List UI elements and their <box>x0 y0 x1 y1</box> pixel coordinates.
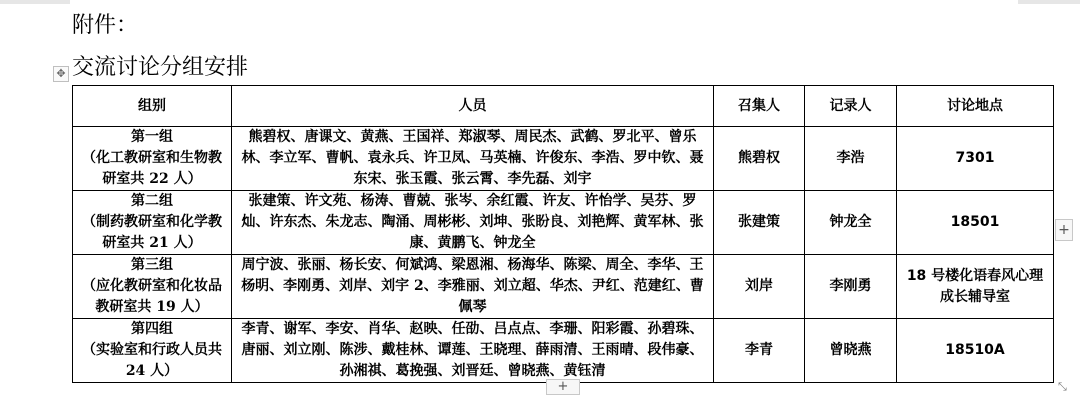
add-column-button[interactable]: + <box>1055 219 1073 241</box>
group-cell: 第二组 （制药教研室和化学教研室共 21 人） <box>73 191 232 255</box>
convener-cell: 张建策 <box>714 191 805 255</box>
table-header-row <box>73 86 1054 127</box>
members-cell: 李青、谢军、李安、肖华、赵映、任劭、吕点点、李珊、阳彩霞、孙碧珠、唐丽、刘立刚、陈涉、戴桂林、谭莲、王晓理、薛雨清、王雨晴、段伟豪、孙湘祺、葛挽强、刘晋廷、曾晓燕、黄钰清 <box>232 319 714 383</box>
recorder-cell: 曾晓燕 <box>805 319 897 383</box>
table-row <box>73 127 1054 191</box>
table-move-handle-icon[interactable]: ✥ <box>53 66 69 82</box>
table-row <box>73 191 1054 255</box>
table-row <box>73 255 1054 319</box>
location-cell: 18510A <box>897 319 1054 383</box>
location-cell: 7301 <box>897 127 1054 191</box>
recorder-cell: 李刚勇 <box>805 255 897 319</box>
header-recorder: 记录人 <box>805 86 897 127</box>
header-convener: 召集人 <box>714 86 805 127</box>
recorder-cell: 李浩 <box>805 127 897 191</box>
group-cell: 第一组 （化工教研室和生物教研室共 22 人） <box>73 127 232 191</box>
header-location: 讨论地点 <box>897 86 1054 127</box>
convener-cell: 李青 <box>714 319 805 383</box>
convener-cell: 熊碧权 <box>714 127 805 191</box>
grouping-table <box>72 85 1054 383</box>
page-corner-right <box>1018 0 1080 4</box>
header-members: 人员 <box>232 86 714 127</box>
page-corner-left <box>0 0 70 4</box>
table-resize-icon[interactable]: ⤡ <box>1058 380 1067 393</box>
location-cell: 18501 <box>897 191 1054 255</box>
attachment-label: 附件： <box>72 13 139 38</box>
members-cell: 张建策、许文苑、杨涛、曹兢、张岑、余红霞、许友、许怡学、吴芬、罗灿、许东杰、朱龙志、陶涌、周彬彬、刘坤、张盼良、刘艳辉、黄军林、张康、黄鹏飞、钟龙全 <box>232 191 714 255</box>
members-cell: 熊碧权、唐课文、黄燕、王国祥、郑淑琴、周民杰、武鹤、罗北平、曾乐林、李立军、曹帆、袁永兵、许卫凤、马英楠、许俊东、李浩、罗中钦、聂东宋、张玉霞、张云霄、李先磊、刘宇 <box>232 127 714 191</box>
header-group: 组别 <box>73 86 232 127</box>
members-cell: 周宁波、张丽、杨长安、何斌鸿、梁恩湘、杨海华、陈梁、周全、李华、王杨明、李刚勇、刘岸、刘宇 2、李雅丽、刘立超、华杰、尹红、范建红、曹佩琴 <box>232 255 714 319</box>
group-cell: 第三组 （应化教研室和化妆品教研室共 19 人） <box>73 255 232 319</box>
add-row-button[interactable]: + <box>546 379 580 395</box>
recorder-cell: 钟龙全 <box>805 191 897 255</box>
group-cell: 第四组 （实验室和行政人员共 24 人） <box>73 319 232 383</box>
convener-cell: 刘岸 <box>714 255 805 319</box>
page-title: 交流讨论分组安排 <box>72 55 249 80</box>
table-row <box>73 319 1054 383</box>
location-cell: 18 号楼化语春风心理成长辅导室 <box>897 255 1054 319</box>
